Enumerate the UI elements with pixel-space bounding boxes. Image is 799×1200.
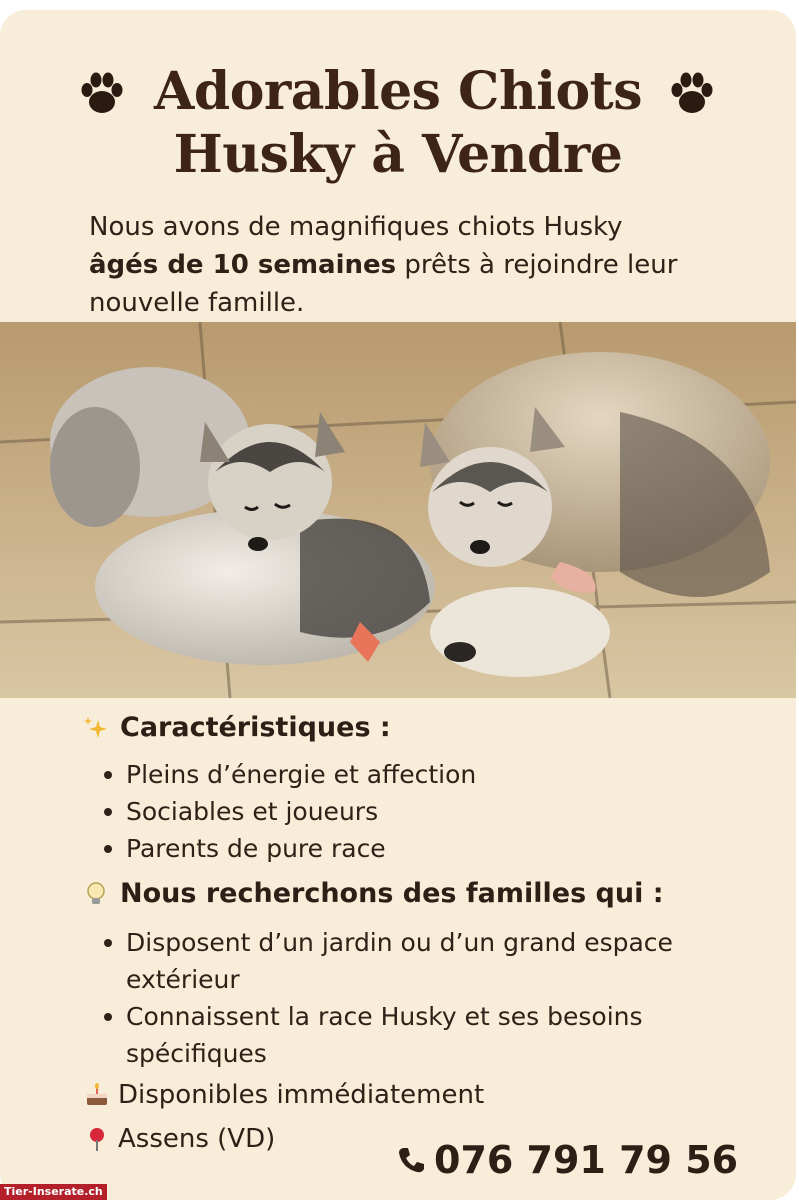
phone-icon [396, 1145, 426, 1175]
availability-line [84, 1080, 484, 1110]
paw-icon [666, 68, 718, 120]
list-item: Parents de pure race [104, 830, 744, 867]
title-line-1: Adorables Chiots [154, 61, 642, 122]
intro-part-1: Nous avons de magnifiques chiots Husky [89, 212, 623, 242]
sparkles-icon [82, 714, 110, 742]
cake-icon [84, 1082, 110, 1108]
location-text: Assens (VD) [118, 1124, 276, 1154]
families-heading [82, 878, 664, 909]
families-heading-text: Nous recherchons des familles qui : [120, 878, 664, 909]
location-line [84, 1124, 275, 1154]
intro-text [89, 208, 769, 322]
ad-card [0, 10, 796, 1200]
puppies-photo [0, 322, 796, 698]
families-list [104, 924, 744, 1072]
title-row [0, 58, 796, 188]
list-item: Pleins d’énergie et affection [104, 756, 744, 793]
pin-icon [84, 1126, 110, 1152]
watermark: Tier-Inserate.ch [0, 1184, 107, 1200]
intro-bold: âgés de 10 semaines [89, 250, 397, 280]
list-item: Connaissent la race Husky et ses besoins spécifiques [104, 998, 744, 1072]
title-line-2: Husky à Vendre [173, 124, 623, 185]
phone-number[interactable]: 076 791 79 56 [434, 1138, 739, 1182]
availability-text: Disponibles immédiatement [118, 1080, 485, 1110]
lightbulb-icon [82, 880, 110, 908]
features-heading [82, 712, 391, 743]
phone-line[interactable] [396, 1138, 738, 1182]
features-list [104, 756, 744, 867]
list-item: Disposent d’un jardin ou d’un grand espace extérieur [104, 924, 744, 998]
intro-part-2: prêts à rejoindre leur nouvelle famille. [89, 250, 678, 318]
list-item: Sociables et joueurs [104, 793, 744, 830]
page-title [100, 60, 696, 186]
features-heading-text: Caractéristiques : [120, 712, 391, 743]
